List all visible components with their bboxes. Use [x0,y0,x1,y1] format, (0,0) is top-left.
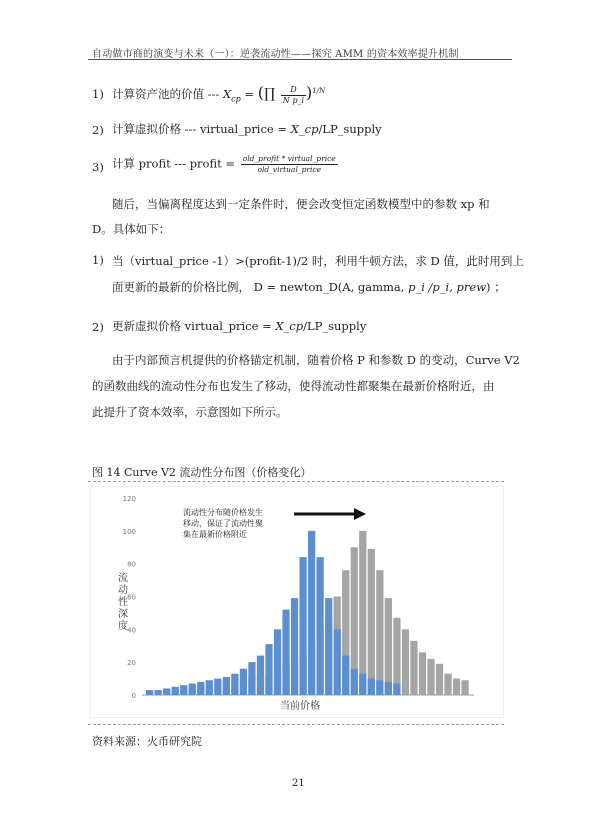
blue-bar [172,687,179,695]
y-label-char: 度 [118,621,128,632]
blue-bar [248,662,255,695]
y-tick-label: 20 [127,659,136,668]
liquidity-chart [90,486,504,718]
step-b1-price-ratio: p_i /p_i, prew [408,280,487,294]
blue-bar [146,690,153,695]
gray-bar [436,664,443,695]
blue-bar [163,688,170,695]
gray-bar [393,618,400,695]
chart-x-axis-label: 当前价格 [280,701,320,712]
blue-bar [257,656,264,695]
blue-bar [189,684,196,695]
blue-bar [393,684,400,695]
step-1-prefix: 计算资产池的价值 --- [112,87,220,101]
blue-bar [180,685,187,695]
step-2-text [112,121,382,137]
gray-bar [461,680,468,695]
chart-y-axis-label [118,571,128,632]
blue-bar [368,679,375,695]
blue-bar [342,656,349,695]
blue-bar [385,682,392,695]
step-1-power: 1/N [312,87,326,96]
blue-bar [282,610,289,695]
blue-bar [359,674,366,695]
y-tick-label: 80 [127,560,136,569]
step-b2-text [112,318,366,334]
gray-bar [444,674,451,695]
product-symbol: ∏ [263,86,276,102]
blue-bar [214,679,221,695]
gray-bar [385,598,392,695]
blue-bar [265,644,272,695]
product-paren-close: ) [306,83,313,102]
step-b1-line-1: 当（virtual_price -1）>(profit-1)/2 时，利用牛顿方法，求 D 值，此时用到上 [112,254,524,268]
source-note: 资料来源：火币研究院 [92,735,202,748]
step-b2-prefix: 更新虚拟价格 virtual_price = [112,319,276,333]
running-header: 自动做市商的演变与未来（一）：逆袭流动性——探究 AMM 的资本效率提升机制 [92,49,459,60]
step-b1-number: 1) [92,253,104,267]
paragraph-1-line-1: 随后，当偏离程度达到一定条件时，便会改变恒定函数模型中的参数 xp 和 [112,197,490,211]
gray-bar [376,570,383,695]
chart-annotation [183,507,263,539]
gray-bar [453,679,460,695]
paragraph-2-line-1: 由于内部预言机提供的价格锚定机制，随着价格 P 和参数 D 的变动，Curve V2 [112,353,520,367]
blue-bar [376,680,383,695]
step-1-number: 1) [92,87,104,101]
equals-sign: = [244,87,255,101]
header-rule [88,59,512,60]
step-b1-line-2-a: 面更新的最新的价格比例， D = newton_D(A, gamma, [112,280,409,294]
step-3-number: 3) [92,160,104,174]
step-3-frac-num: old_profit * virtual_price [242,154,336,163]
step-2-prefix: 计算虚拟价格 --- virtual_price = [112,122,291,136]
gray-bar [427,659,434,695]
annotation-line: 流动性分布随价格发生 [183,508,263,517]
figure-top-rule [88,481,504,482]
step-b2-suffix: /LP_supply [303,319,367,333]
gray-bar [359,531,366,695]
gray-bar [419,652,426,695]
gray-bar [410,641,417,695]
blue-bar [351,669,358,695]
blue-bar [325,598,332,695]
blue-bar [197,682,204,695]
y-tick-label: 100 [122,527,136,536]
step-1-text [112,83,325,106]
step-b1-line-2 [112,279,506,295]
y-tick-label: 0 [131,692,136,700]
step-3-fraction [241,154,338,175]
gray-bar [368,549,375,695]
step-3-frac-den: old_virtual_price [257,165,322,174]
blue-bar [299,557,306,695]
blue-bar [274,629,281,695]
blue-bar [155,690,162,695]
y-label-char: 流 [118,573,128,584]
shift-arrow-head-icon [354,508,366,520]
step-1-frac-num: D [281,85,306,96]
step-1-frac-den: N p_i [282,95,305,105]
step-3-text [112,154,338,175]
chart-bars [146,531,469,695]
y-label-char: 深 [118,609,128,620]
paragraph-1-line-2: D。具体如下： [92,222,171,236]
blue-bar [231,674,238,695]
step-b2-number: 2) [92,320,104,334]
annotation-line: 集在最新价格附近 [183,530,247,539]
step-3-prefix: 计算 profit --- profit = [112,156,239,171]
product-paren-open: ( [257,83,264,102]
xcp-symbol: $X_{cp}$ [222,87,241,104]
gray-bar [402,629,409,695]
page-number: 21 [292,778,305,789]
step-2-formula: X_cp [290,122,319,136]
blue-bar [317,557,324,695]
figure-caption: 图 14 Curve V2 流动性分布图（价格变化） [92,466,312,479]
blue-bar [308,531,315,695]
step-2-suffix: /LP_supply [318,122,382,136]
step-1-fraction [281,85,306,106]
blue-bar [334,629,341,695]
step-b2-formula: X_cp [275,319,304,333]
blue-bar [240,669,247,695]
paragraph-2-line-2: 的函数曲线的流动性分布也发生了移动，使得流动性都聚集在最新价格附近，由 [92,379,495,393]
y-label-char: 动 [118,585,128,596]
step-2-number: 2) [92,123,104,137]
annotation-line: 移动，保证了流动性聚 [183,519,263,528]
y-tick-label: 120 [122,495,136,503]
blue-bar [223,677,230,695]
figure-bottom-rule [88,724,504,725]
paragraph-2-line-3: 此提升了资本效率，示意图如下所示。 [92,405,288,419]
y-tick-label: 60 [127,593,136,602]
blue-bar [291,598,298,695]
y-label-char: 性 [118,597,128,608]
blue-bar [206,680,213,695]
y-tick-label: 40 [127,626,136,635]
step-b1-line-2-c: ) ； [486,280,506,294]
